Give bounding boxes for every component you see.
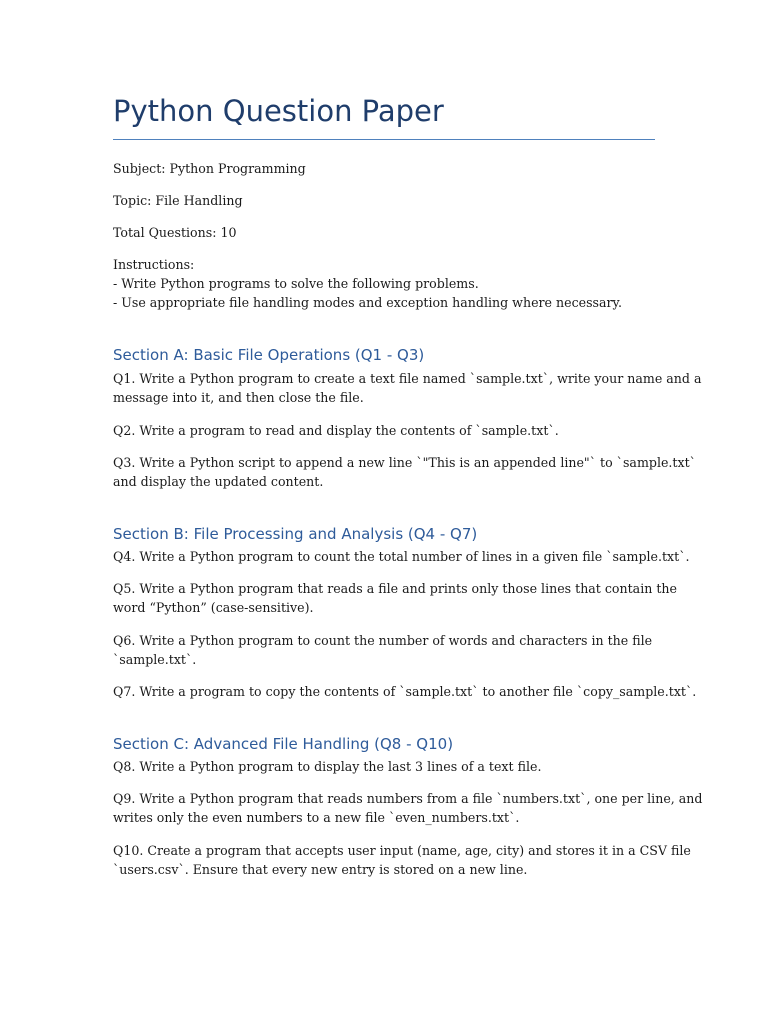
question-q2 (113, 421, 655, 440)
question-q8 (113, 757, 655, 776)
total-questions-line: Total Questions: 10 (113, 225, 237, 240)
instructions-heading: Instructions: (113, 257, 195, 272)
instructions-block (113, 255, 655, 312)
page-title: Python Question Paper (113, 94, 444, 128)
title-underline (113, 139, 655, 140)
instruction-item: - Write Python programs to solve the following problems. (113, 276, 479, 291)
topic-line: Topic: File Handling (113, 193, 243, 208)
question-text-line: Q7. Write a program to copy the contents of `sample.txt` to another file `copy_sample.txt`. (113, 684, 697, 699)
question-text-line: Q10. Create a program that accepts user input (name, age, city) and stores it in a CSV file (113, 843, 691, 858)
question-text-line: `sample.txt`. (113, 652, 197, 667)
question-text-line: `users.csv`. Ensure that every new entry is stored on a new line. (113, 862, 528, 877)
question-q5 (113, 579, 677, 617)
question-q6 (113, 631, 655, 669)
question-text-line: Q8. Write a Python program to display the last 3 lines of a text file. (113, 759, 542, 774)
question-text-line: writes only the even numbers to a new file `even_numbers.txt`. (113, 810, 520, 825)
instruction-item: - Use appropriate file handling modes and exception handling where necessary. (113, 295, 622, 310)
question-text-line: message into it, and then close the file. (113, 390, 364, 405)
question-text-line: Q4. Write a Python program to count the total number of lines in a given file `sample.txt`. (113, 549, 690, 564)
section-a-heading: Section A: Basic File Operations (Q1 - Q3) (113, 346, 425, 364)
question-text-line: and display the updated content. (113, 474, 324, 489)
question-text-line: Q5. Write a Python program that reads a file and prints only those lines that contain the (113, 581, 677, 596)
question-q9 (113, 789, 703, 827)
question-q4 (113, 547, 690, 566)
subject-line: Subject: Python Programming (113, 161, 306, 176)
question-text-line: Q6. Write a Python program to count the number of words and characters in the file (113, 633, 653, 648)
section-b-heading: Section B: File Processing and Analysis (Q4 - Q7) (113, 525, 478, 543)
question-text-line: Q3. Write a Python script to append a new line `"This is an appended line"` to `sample.txt` (113, 455, 696, 470)
question-text-line: Q2. Write a program to read and display the contents of `sample.txt`. (113, 423, 559, 438)
question-q7 (113, 682, 697, 701)
question-q3 (113, 453, 696, 491)
question-text-line: Q9. Write a Python program that reads numbers from a file `numbers.txt`, one per line, and (113, 791, 703, 806)
question-text-line: word “Python” (case-sensitive). (113, 600, 314, 615)
question-text-line: Q1. Write a Python program to create a text file named `sample.txt`, write your name and a (113, 371, 702, 386)
question-q1 (113, 369, 702, 407)
section-c-heading: Section C: Advanced File Handling (Q8 - Q10) (113, 735, 454, 753)
question-q10 (113, 841, 691, 879)
